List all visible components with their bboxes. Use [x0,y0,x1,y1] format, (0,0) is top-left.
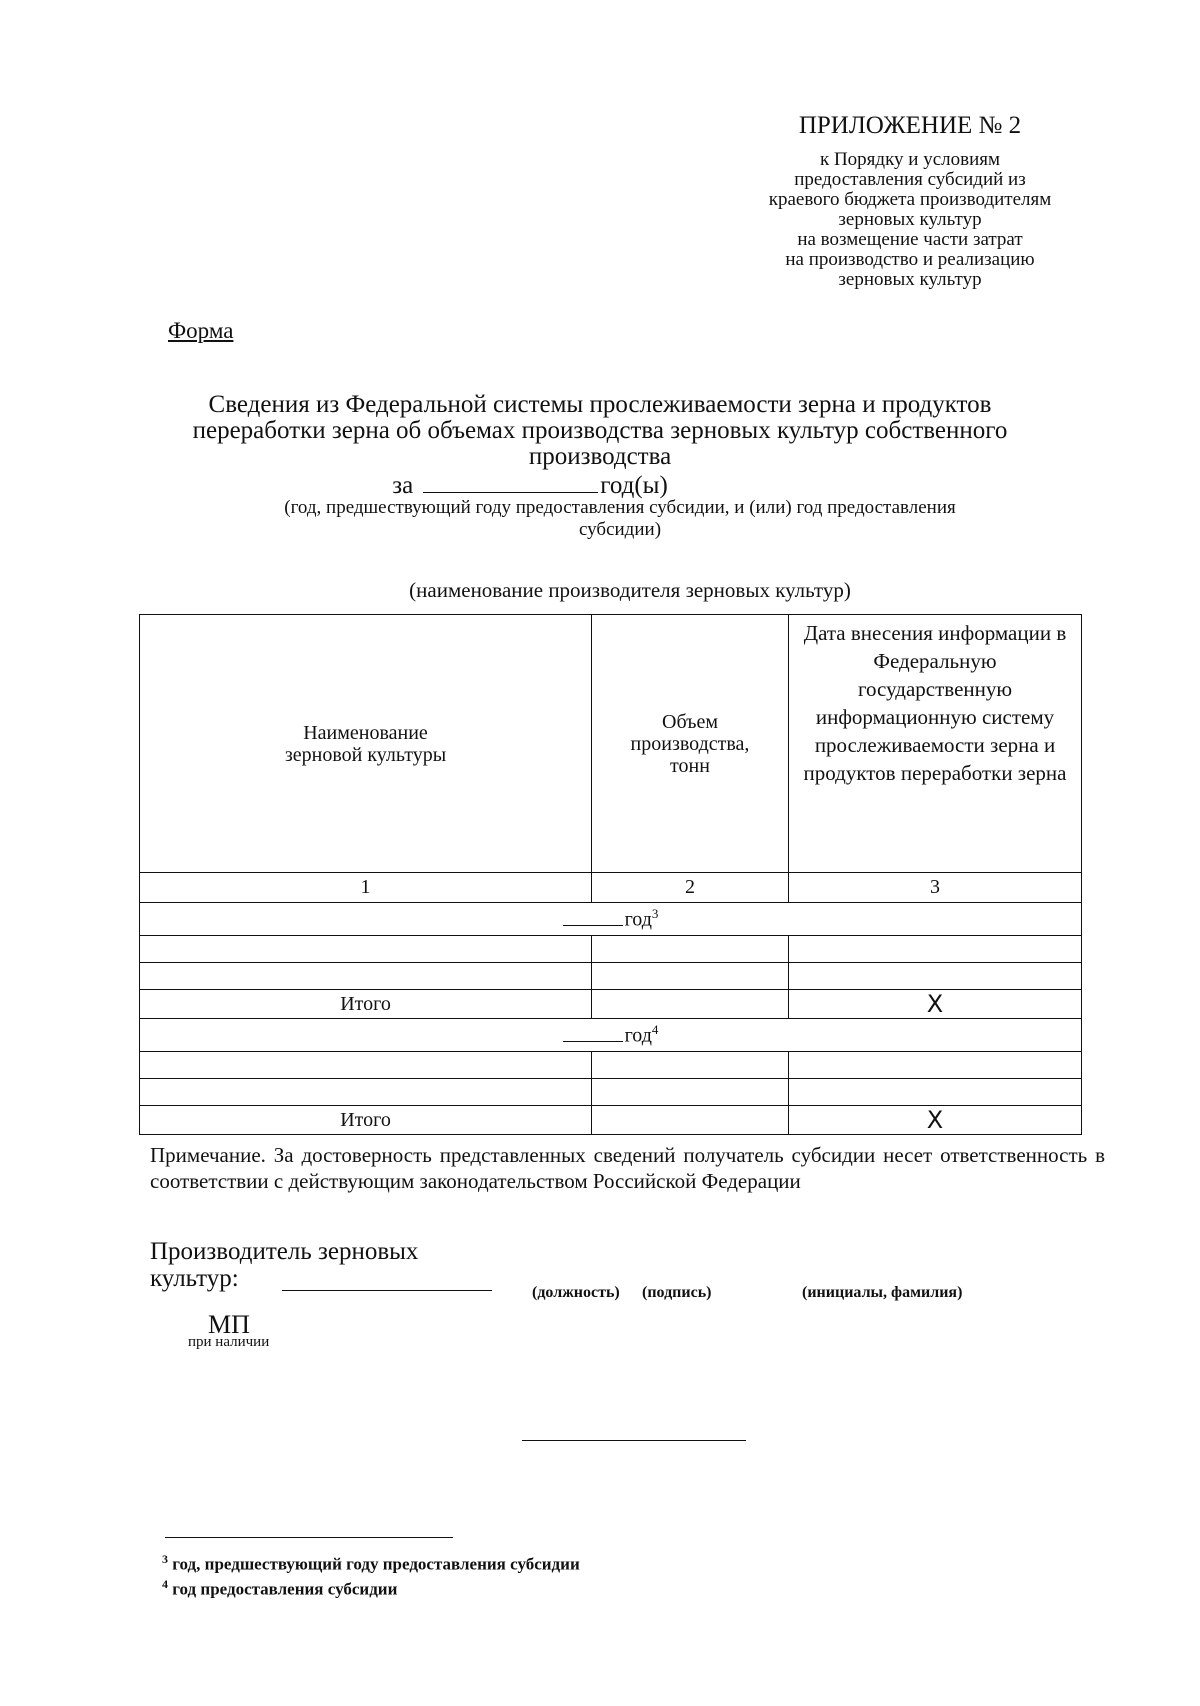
crop-cell[interactable] [140,936,592,963]
header-volume: Объем производства, тонн [592,615,789,873]
column-number: 2 [592,873,789,903]
column-number-row [140,873,1082,903]
appendix-subtitle-line: к Порядку и условиям [819,149,1001,170]
footnote: $^3$ год, предшествующий году предоставления субсидии [162,1552,580,1574]
year-field[interactable] [563,1023,623,1042]
year-cell[interactable] [140,903,1082,936]
document-title-line: переработки зерна об объемах производства зерновых культур собственного [192,417,1008,444]
appendix-subtitle-line: на возмещение части затрат [797,229,1023,250]
volume-cell[interactable] [592,1052,789,1079]
period-line [130,470,930,500]
total-volume-cell[interactable] [592,990,789,1019]
footnote-ref: 3 [651,906,659,922]
center-divider-line [522,1440,746,1441]
stamp-label: МП [208,1310,250,1339]
year-field[interactable] [563,907,623,926]
header-entry-date: Дата внесения информации в Федеральную государственную информационную систему прослеживаемости зерна и продуктов переработки зерна [789,615,1082,873]
table-row [140,1079,1082,1106]
appendix-subtitle-line: предоставления субсидий из [794,169,1026,190]
year-row [140,903,1082,936]
volume-cell[interactable] [592,1079,789,1106]
period-prefix: за [392,472,414,499]
note-text: Примечание. За достоверность представленных сведений получатель субсидии несет ответственность в соответствии с действующим законодательством Российской Федерации [150,1143,1105,1193]
cross-mark: X [789,990,1082,1019]
form-label: Форма [168,318,234,343]
crop-cell[interactable] [140,1079,592,1106]
column-number: 1 [140,873,592,903]
footnote-ref: 4 [651,1022,659,1038]
total-label: Итого [140,990,592,1019]
date-cell[interactable] [789,1079,1082,1106]
total-row [140,1106,1082,1135]
table-row [140,936,1082,963]
table-header-row [140,615,1082,873]
total-label: Итого [140,1106,592,1135]
name-caption: (инициалы, фамилия) [802,1284,963,1301]
year-label: год [624,1024,652,1047]
volume-cell[interactable] [592,963,789,990]
table-row [140,963,1082,990]
footnote: $^4$ год предоставления субсидии [162,1577,398,1599]
year-cell[interactable] [140,1019,1082,1052]
footnote-separator [165,1537,453,1538]
volume-cell[interactable] [592,936,789,963]
period-suffix: год(ы) [600,472,668,499]
crop-cell[interactable] [140,1052,592,1079]
date-cell[interactable] [789,936,1082,963]
position-caption: (должность) [532,1284,620,1301]
date-cell[interactable] [789,1052,1082,1079]
producer-label: Производитель зерновых культур: [150,1238,419,1292]
stamp-note: при наличии [188,1334,270,1350]
period-note [120,497,1120,541]
producer-name-caption: (наименование производителя зерновых культур) [409,578,851,602]
appendix-subtitle-line: краевого бюджета производителям [768,189,1052,210]
column-number: 3 [789,873,1082,903]
document-title-line: производства [528,443,672,470]
appendix-title: ПРИЛОЖЕНИЕ № 2 [798,112,1022,139]
crop-cell[interactable] [140,963,592,990]
date-cell[interactable] [789,963,1082,990]
period-year-field[interactable] [423,470,598,493]
total-volume-cell[interactable] [592,1106,789,1135]
appendix-subtitle-line: зерновых культур [838,269,982,290]
year-label: год [624,908,652,931]
appendix-subtitle [700,150,1120,290]
table-row [140,1052,1082,1079]
appendix-subtitle-line: на производство и реализацию [785,249,1035,270]
total-row [140,990,1082,1019]
grain-volume-table [139,614,1082,1135]
header-crop-name: Наименование зерновой культуры [140,615,592,873]
signature-line[interactable] [282,1290,492,1291]
period-note-line: субсидии) [578,519,662,540]
cross-mark: X [789,1106,1082,1135]
year-row [140,1019,1082,1052]
appendix-subtitle-line: зерновых культур [838,209,982,230]
period-note-line: (год, предшествующий году предоставления субсидии, и (или) год предоставления [284,497,956,518]
document-title-line: Сведения из Федеральной системы прослеживаемости зерна и продуктов [208,391,992,418]
document-title [130,392,1070,470]
signature-caption: (подпись) [642,1284,712,1301]
